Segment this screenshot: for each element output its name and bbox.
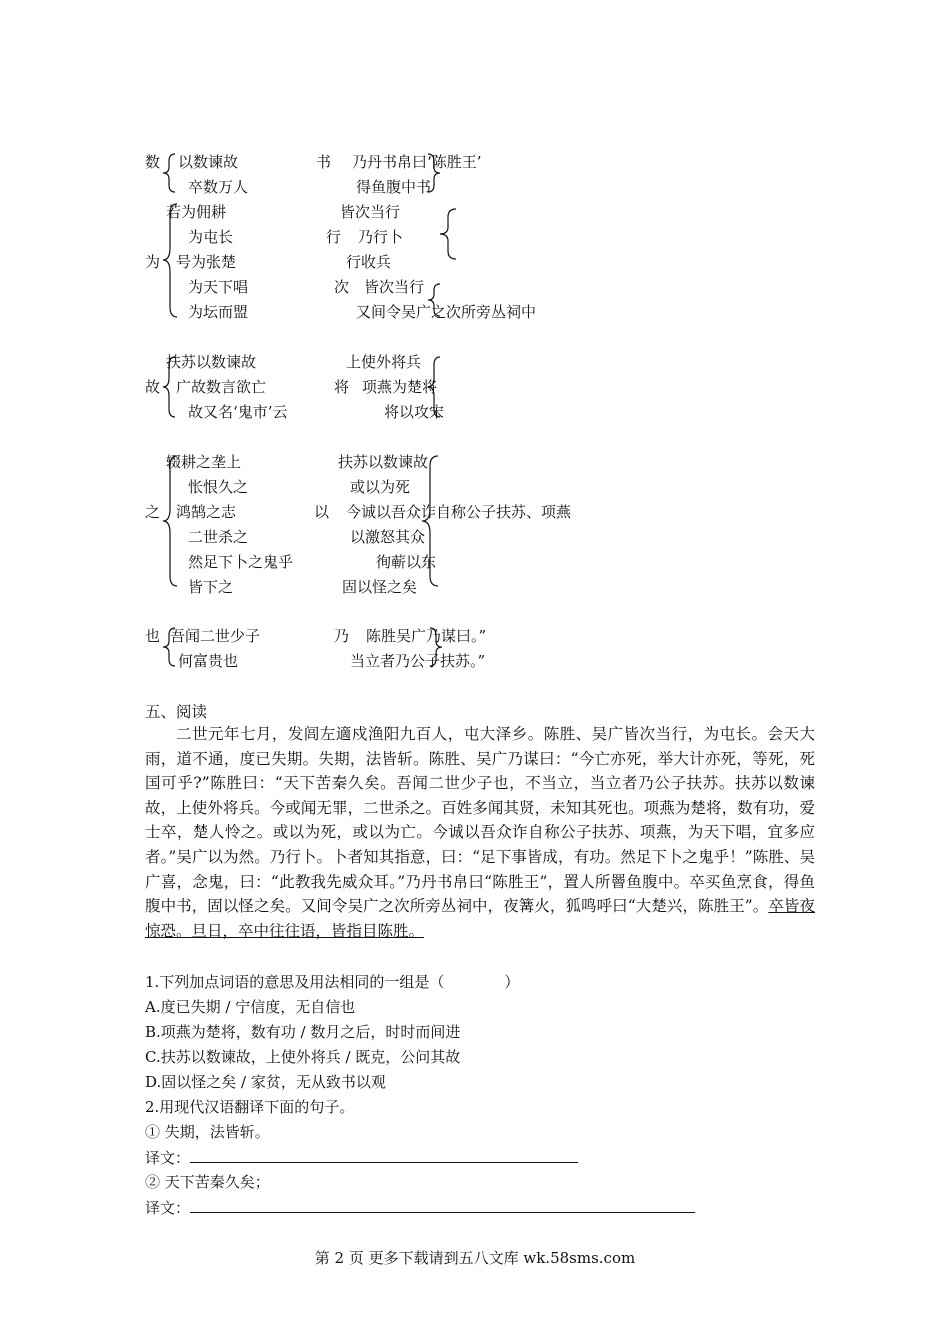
brace-icon	[426, 283, 442, 317]
answer-label: 译文：	[145, 1199, 191, 1217]
group-right-item: 或以为死	[350, 478, 411, 496]
group-left-item: 然足下卜之鬼乎	[188, 553, 294, 571]
answer-field-2[interactable]	[190, 1198, 695, 1213]
group-right-item: 上使外将兵	[346, 353, 422, 371]
group-right-item: 徇蕲以东	[376, 553, 437, 571]
question-1: 1.下列加点词语的意思及用法相同的一组是（ ）	[145, 973, 520, 991]
group-left-item: 故又名‘鬼市’云	[188, 403, 288, 421]
passage-underlined: 卒皆夜惊恐。旦日，卒中往往语，皆指目陈胜。	[145, 897, 815, 940]
answer-field-1[interactable]	[190, 1148, 578, 1163]
group-left-item: 鸿鹄之志	[176, 503, 237, 521]
group-key-jiang: 将	[334, 378, 350, 396]
group-right-item: 乃行卜	[358, 228, 404, 246]
group-left-item: 扶苏以数谏故	[166, 353, 257, 371]
group-left-item: 为屯长	[188, 228, 234, 246]
group-left-item: 广故数言欲亡	[176, 378, 267, 396]
group-left-item: 以数谏故	[178, 153, 239, 171]
group-right-item: 皆次当行	[340, 203, 401, 221]
group-left-item: 怅恨久之	[188, 478, 249, 496]
group-key-shu4: 数	[145, 153, 161, 171]
brace-icon	[161, 455, 179, 587]
brace-icon	[420, 455, 440, 587]
option-d: D.固以怪之矣 / 家贫，无从致书以观	[145, 1073, 386, 1091]
group-left-item: 卒数万人	[188, 178, 249, 196]
group-left-item: 为天下唱	[188, 278, 249, 296]
group-left-item: 辍耕之垄上	[166, 453, 242, 471]
group-right-item: 以激怒其众	[350, 528, 426, 546]
section-heading: 五、阅读	[145, 703, 208, 721]
group-left-item: 若为佣耕	[166, 203, 227, 221]
group-right-item: 将以攻宋	[384, 403, 445, 421]
group-left-item: 号为张楚	[176, 253, 237, 271]
passage-text: 二世元年七月，发闾左適戍渔阳九百人，屯大泽乡。陈胜、吴广皆次当行，为屯长。会天大雨，道不通，度已失期。失期，法皆斩。陈胜、吴广乃谋曰：“今亡亦死，举大计亦死，等死，死国可乎?”陈胜曰：“天下苦秦久矣。吾闻二世少子也，不当立，当立者乃公子扶苏。扶苏以数谏故，上使外将兵。今或闻无罪，二世杀之。百姓多闻其贤，未知其死也。项燕为楚将，数有功，爱士卒，楚人怜之。或以为死，或以为亡。今诚以吾众诈自称公子扶苏、项燕，为天下唱，宜多应者。”吴广以为然。乃行卜。卜者知其指意，曰：“足下事皆成，有功。然足下卜之鬼乎！”陈胜、吴广喜，念鬼，曰：“此教我先威众耳。”乃丹书帛曰“陈胜王”，置人所罾鱼腹中。卒买鱼烹食，得鱼腹中书，固以怪之矣。又间令吴广之次所旁丛祠中，夜篝火，狐鸣呼曰“大楚兴，陈胜王”。	[145, 725, 815, 916]
group-right-item: 得鱼腹中书	[356, 178, 432, 196]
answer-row-2	[145, 1198, 695, 1217]
group-right-item: 项燕为楚将	[362, 378, 438, 396]
group-left-item: 何富贵也	[178, 652, 239, 670]
group-left-item: 为坛而盟	[188, 303, 249, 321]
group-right-item: 行收兵	[346, 253, 392, 271]
group-right-item: 皆次当行	[364, 278, 425, 296]
group-key-shu1: 书	[316, 153, 332, 171]
option-b: B.项燕为楚将，数有功 / 数月之后，时时而间进	[145, 1023, 461, 1041]
option-c: C.扶苏以数谏故，上使外将兵 / 既克，公问其故	[145, 1048, 461, 1066]
sentence-2: ② 天下苦秦久矣；	[145, 1173, 270, 1191]
group-key-xing: 行	[326, 228, 342, 246]
group-right-item: 乃丹书帛曰‘陈胜王’	[352, 153, 482, 171]
group-key-zhi: 之	[145, 503, 161, 521]
group-key-ye: 也	[145, 627, 161, 645]
group-right-item: 扶苏以数谏故	[338, 453, 429, 471]
group-left-item: 皆下之	[188, 578, 234, 596]
group-key-nai: 乃	[334, 627, 350, 645]
group-key-ci: 次	[334, 278, 350, 296]
group-key-yi: 以	[314, 503, 330, 521]
option-a: A.度已失期 / 宁信度，无自信也	[145, 998, 356, 1016]
brace-icon	[428, 627, 444, 667]
sentence-1: ① 失期，法皆斩。	[145, 1123, 270, 1141]
brace-icon	[161, 153, 177, 193]
group-right-item: 陈胜吴广乃谋曰。”	[366, 627, 487, 645]
group-left-item: 吾闻二世少子	[170, 627, 261, 645]
group-right-item: 又间令吴广之次所旁丛祠中	[356, 303, 537, 321]
question-2: 2.用现代汉语翻译下面的句子。	[145, 1098, 355, 1116]
group-right-item: 固以怪之矣	[342, 578, 418, 596]
group-key-gu: 故	[145, 378, 161, 396]
group-left-item: 二世杀之	[188, 528, 249, 546]
brace-icon	[426, 356, 442, 418]
group-key-wei: 为	[145, 253, 161, 271]
answer-row-1	[145, 1148, 578, 1167]
reading-passage	[145, 722, 815, 943]
group-right-item: 今诚以吾众诈自称公子扶苏、项燕	[346, 503, 572, 521]
answer-label: 译文：	[145, 1149, 191, 1167]
brace-icon	[438, 208, 458, 260]
page-footer: 第 2 页 更多下载请到五八文库 wk.58sms.com	[314, 1249, 636, 1267]
group-right-item: 当立者乃公子扶苏。”	[350, 652, 486, 670]
